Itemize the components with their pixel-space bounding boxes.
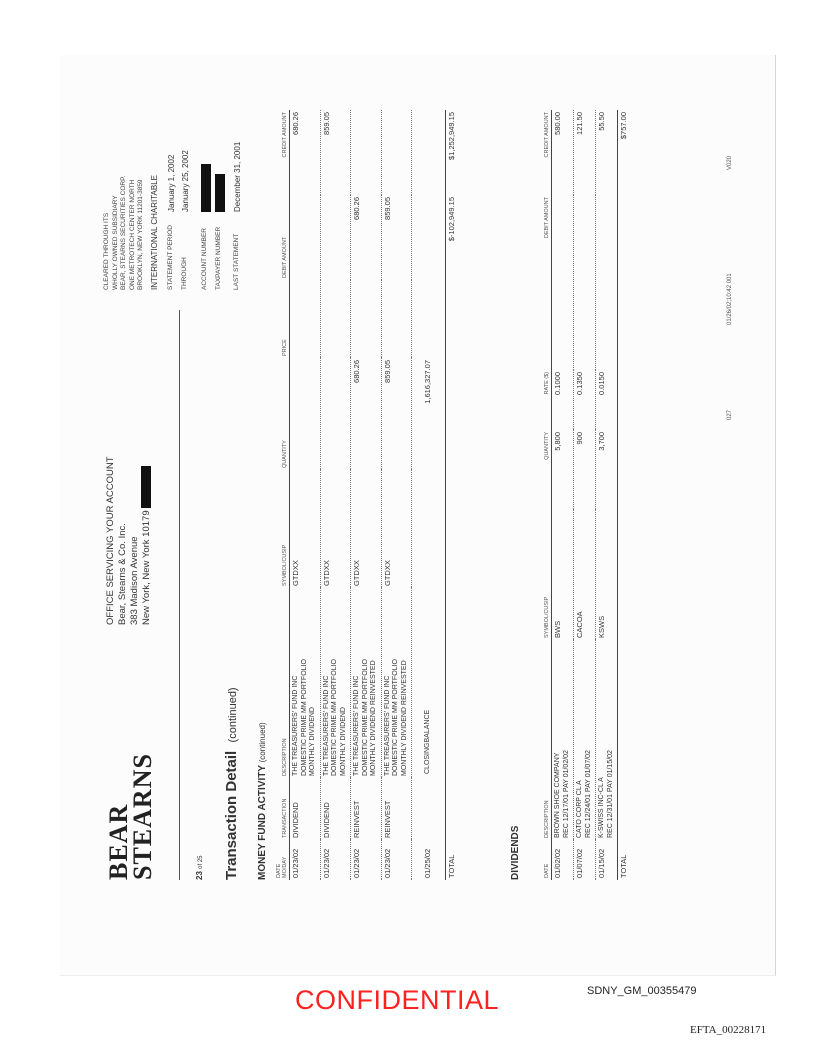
transaction-cell: DIVIDEND (320, 778, 351, 840)
column-header: DESCRIPTION (275, 588, 290, 778)
total-row (446, 110, 459, 880)
table-row (552, 110, 574, 880)
quantity-cell: 3,700 (596, 430, 618, 510)
transaction-cell: DIVIDEND (290, 778, 321, 840)
dividends-heading: DIVIDENDS (510, 825, 521, 880)
column-header: SYMBOL/CUSIP (543, 510, 552, 640)
table-row (596, 110, 618, 880)
total-label: TOTAL (618, 195, 631, 880)
transaction-cell: REINVEST (381, 778, 412, 840)
date-cell: 01/23/02 (290, 840, 321, 880)
symbol-cell: GTDXX (381, 470, 412, 588)
period-value: January 1, 2002 (167, 154, 176, 212)
debit-cell (320, 195, 351, 280)
credit-cell (351, 110, 382, 195)
column-header: QUANTITY (275, 358, 290, 470)
rate-cell: 0.1000 (552, 370, 574, 430)
date-cell: 01/02/02 (552, 840, 574, 880)
footer-timestamp: 01/26/02;10:42 001 (727, 273, 733, 325)
taxpayer-number-label: TAXPAYER NUMBER (215, 226, 222, 290)
through-value: January 25, 2002 (181, 150, 190, 212)
bear-stearns-logo (104, 753, 157, 880)
quantity-cell (290, 358, 321, 470)
date-cell: 01/23/02 (351, 840, 382, 880)
header-divider (179, 310, 180, 880)
last-statement-label: LAST STATEMENT (233, 233, 240, 290)
column-header: SYMBOL/CUSIP (275, 470, 290, 588)
rate-cell: 0.0150 (596, 370, 618, 430)
redaction-box (141, 466, 151, 508)
credit-cell: 680.26 (290, 110, 321, 195)
office-line: New York, New York 10179 (141, 456, 153, 625)
date-cell: 01/23/02 (381, 840, 412, 880)
office-line: Bear, Stearns & Co. Inc. (117, 523, 128, 625)
office-address (105, 456, 153, 625)
money-fund-heading: MONEY FUND ACTIVITY (continued) (257, 722, 268, 880)
debit-cell (290, 195, 321, 280)
quantity-cell: 900 (574, 430, 596, 510)
redaction-box (215, 174, 225, 212)
debit-cell (552, 195, 574, 370)
debit-cell: 680.26 (351, 195, 382, 280)
table-header-row (275, 110, 290, 880)
column-header: DEBIT AMOUNT (275, 195, 290, 280)
credit-cell: 121.50 (574, 110, 596, 195)
closing-balance-label: CLOSINGBALANCE (412, 470, 446, 840)
dividends-table (543, 110, 631, 880)
table-row (320, 110, 351, 880)
total-debit: $-102,949.15 (446, 195, 459, 280)
last-statement-value: December 31, 2001 (233, 141, 242, 212)
cleared-line: WHOLLY OWNED SUBSIDIARY (111, 195, 119, 290)
credit-cell (381, 110, 412, 195)
closing-balance-quantity: 1,616,327.07 (412, 358, 446, 470)
debit-cell (596, 195, 618, 370)
debit-cell (574, 195, 596, 370)
date-cell: 01/23/02 (320, 840, 351, 880)
office-line: OFFICE SERVICING YOUR ACCOUNT (105, 456, 116, 625)
logo-line-1: BEAR (104, 803, 133, 880)
credit-cell: 859.05 (320, 110, 351, 195)
money-fund-table (275, 110, 459, 880)
confidential-stamp: CONFIDENTIAL (295, 985, 500, 1015)
symbol-cell: GTDXX (351, 470, 382, 588)
description-cell: CATO CORP CL A REC 12/24/01 PAY 01/07/02 (574, 640, 596, 840)
symbol-cell: CACOA (574, 510, 596, 640)
date-cell: 01/25/02 (412, 840, 446, 880)
footer-code: 027 (727, 409, 733, 420)
description-cell: THE TREASURERS' FUND INC DOMESTIC PRIME MM PORTFOLIO MONTHLY DIVIDEND REINVESTED (381, 588, 412, 778)
description-cell: THE TREASURERS' FUND INC DOMESTIC PRIME MM PORTFOLIO MONTHLY DIVIDEND REINVESTED (351, 588, 382, 778)
description-cell: BROWN SHOE COMPANY REC 12/17/01 PAY 01/02/02 (552, 640, 574, 840)
description-cell: K-SWISS INC-CL A REC 12/31/01 PAY 01/15/02 (596, 640, 618, 840)
date-cell: 01/15/02 (596, 840, 618, 880)
through-label: THROUGH (181, 257, 188, 290)
column-header: RATE ($) (543, 370, 552, 430)
redaction-box (201, 164, 211, 212)
office-line: 383 Madison Avenue (129, 536, 140, 625)
rotated-statement (95, 80, 745, 880)
bates-number-efta: EFTA_00228171 (690, 1024, 767, 1036)
quantity-cell (320, 358, 351, 470)
cleared-line: BROOKLYN, NEW YORK 11201-3859 (137, 179, 144, 290)
logo-line-2: STEARNS (128, 753, 157, 880)
column-header: DATE MO/DAY (275, 840, 290, 880)
cleared-line: ONE METROTECH CENTER NORTH (128, 179, 136, 290)
page-title: Transaction Detail (continued) (223, 687, 240, 880)
column-header: DATE (543, 840, 552, 880)
transaction-cell: REINVEST (351, 778, 382, 840)
description-cell: THE TREASURERS' FUND INC DOMESTIC PRIME MM PORTFOLIO MONTHLY DIVIDEND (320, 588, 351, 778)
total-label: TOTAL (446, 280, 459, 880)
table-row (412, 110, 446, 880)
table-row (381, 110, 412, 880)
credit-cell: 580.00 (552, 110, 574, 195)
table-header-row (543, 110, 552, 880)
bates-number-sdny: SDNY_GM_00355479 (587, 985, 697, 997)
symbol-cell: KSWS (596, 510, 618, 640)
column-header: CREDIT AMOUNT (275, 110, 290, 195)
description-cell: THE TREASURERS' FUND INC DOMESTIC PRIME MM PORTFOLIO MONTHLY DIVIDEND (290, 588, 321, 778)
quantity-cell: 859.05 (381, 358, 412, 470)
quantity-cell: 680.26 (351, 358, 382, 470)
credit-cell: 55.50 (596, 110, 618, 195)
debit-cell: 859.05 (381, 195, 412, 280)
rate-cell: 0.1350 (574, 370, 596, 430)
period-label: STATEMENT PERIOD (167, 224, 174, 290)
symbol-cell: GTDXX (290, 470, 321, 588)
table-row (351, 110, 382, 880)
symbol-cell: GTDXX (320, 470, 351, 588)
column-header: DEBIT AMOUNT (543, 195, 552, 370)
column-header: QUANTITY (543, 430, 552, 510)
account-number-label: ACCOUNT NUMBER (201, 228, 208, 290)
total-credit: $757.00 (618, 110, 631, 195)
footer-code: V020 (727, 155, 733, 170)
price-cell (320, 280, 351, 358)
column-header: CREDIT AMOUNT (543, 110, 552, 195)
symbol-cell: BWS (552, 510, 574, 640)
cleared-line: BEAR, STEARNS SECURITIES CORP. (120, 175, 127, 290)
price-cell (290, 280, 321, 358)
column-header: TRANSACTION (275, 778, 290, 840)
date-cell: 01/07/02 (574, 840, 596, 880)
price-cell (381, 280, 412, 358)
cleared-line: CLEARED THROUGH ITS (103, 212, 110, 290)
page-number: 23 of 25 (195, 855, 204, 880)
table-row (574, 110, 596, 880)
account-name: INTERNATIONAL CHARITABLE (150, 175, 159, 290)
total-row (618, 110, 631, 880)
clearing-info (103, 176, 146, 290)
column-header: PRICE (275, 280, 290, 358)
statement-meta (167, 142, 247, 290)
quantity-cell: 5,800 (552, 430, 574, 510)
column-header: DESCRIPTION (543, 640, 552, 840)
price-cell (351, 280, 382, 358)
total-credit: $1,252,949.15 (446, 110, 459, 195)
table-row (290, 110, 321, 880)
